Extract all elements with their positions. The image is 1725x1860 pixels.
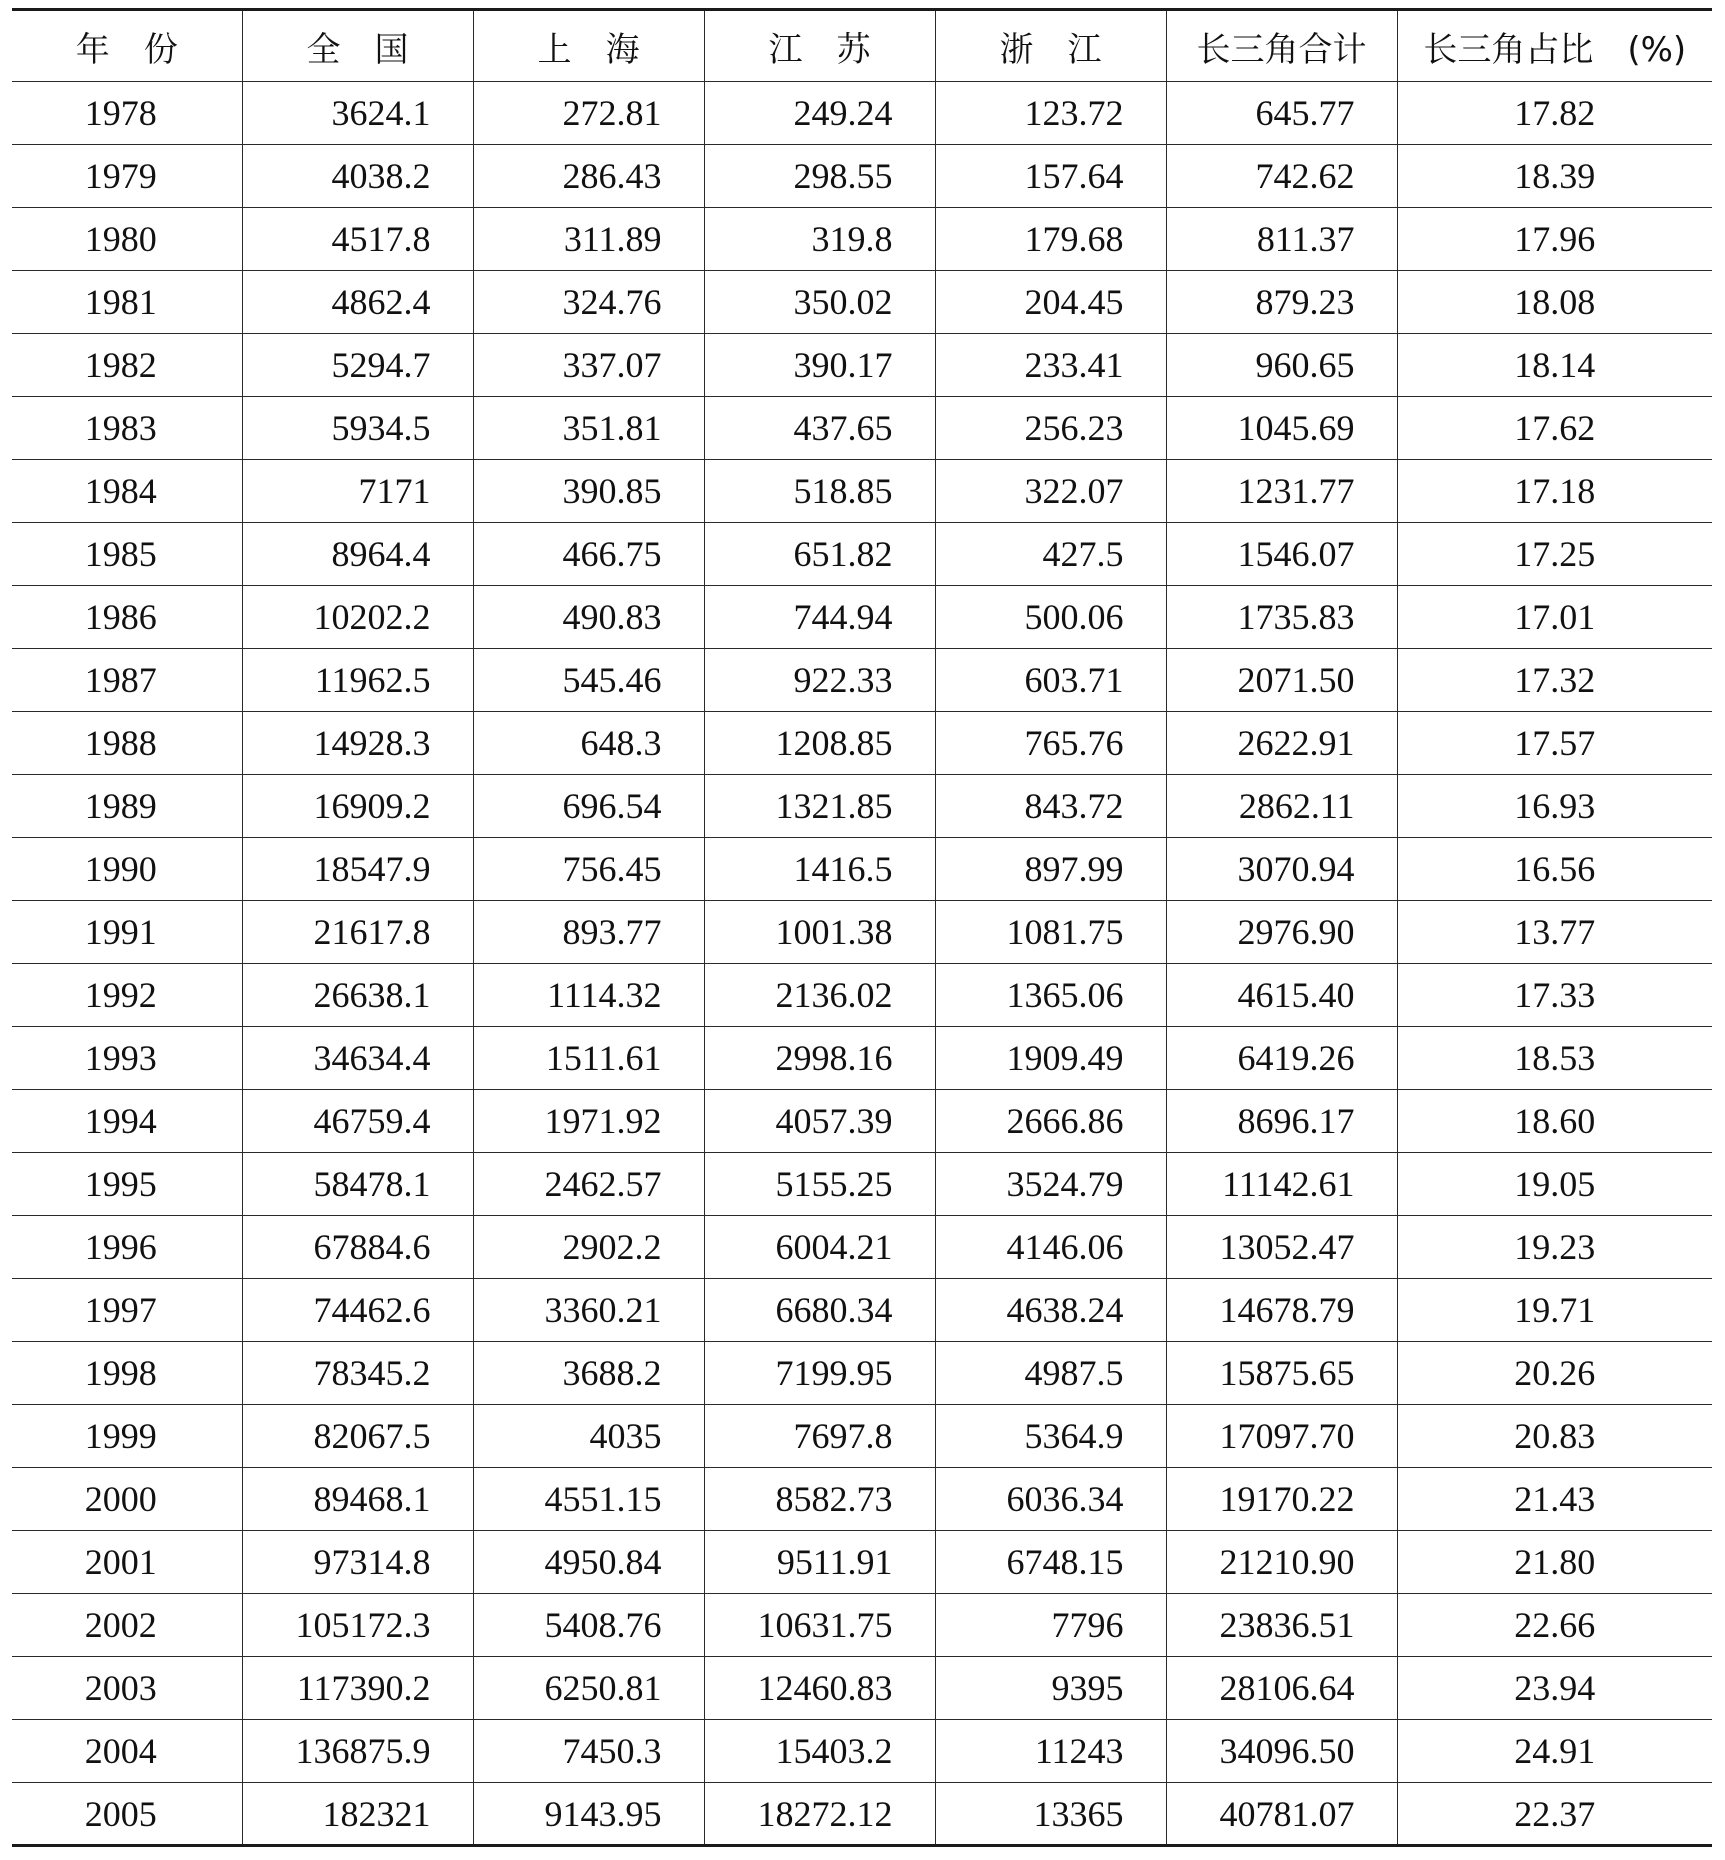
yrd-total-cell: 879.23 [1166, 271, 1397, 334]
table-row [12, 775, 1712, 838]
jiangsu-cell: 1208.85 [704, 712, 935, 775]
yrd-total-cell: 23836.51 [1166, 1594, 1397, 1657]
zhejiang-cell: 3524.79 [935, 1153, 1166, 1216]
national-cell: 26638.1 [242, 964, 473, 1027]
jiangsu-cell: 6004.21 [704, 1216, 935, 1279]
yrd-share-cell: 16.56 [1397, 838, 1712, 901]
year-cell: 1993 [12, 1027, 242, 1090]
zhejiang-cell: 6748.15 [935, 1531, 1166, 1594]
shanghai-cell: 1971.92 [473, 1090, 704, 1153]
zhejiang-cell: 322.07 [935, 460, 1166, 523]
zhejiang-cell: 233.41 [935, 334, 1166, 397]
yrd-share-cell: 19.23 [1397, 1216, 1712, 1279]
yrd-total-cell: 1045.69 [1166, 397, 1397, 460]
table-row [12, 838, 1712, 901]
shanghai-cell: 1511.61 [473, 1027, 704, 1090]
shanghai-cell: 3360.21 [473, 1279, 704, 1342]
zhejiang-cell: 7796 [935, 1594, 1166, 1657]
table-row [12, 1594, 1712, 1657]
table-row [12, 901, 1712, 964]
table-row [12, 208, 1712, 271]
jiangsu-cell: 744.94 [704, 586, 935, 649]
jiangsu-cell: 390.17 [704, 334, 935, 397]
shanghai-cell: 7450.3 [473, 1720, 704, 1783]
header-row [12, 10, 1712, 82]
yrd-total-cell: 13052.47 [1166, 1216, 1397, 1279]
jiangsu-cell: 15403.2 [704, 1720, 935, 1783]
zhejiang-cell: 500.06 [935, 586, 1166, 649]
header-year: 年 份 [75, 29, 178, 70]
yrd-share-cell: 18.14 [1397, 334, 1712, 397]
jiangsu-cell: 437.65 [704, 397, 935, 460]
shanghai-cell: 286.43 [473, 145, 704, 208]
shanghai-cell: 4551.15 [473, 1468, 704, 1531]
zhejiang-cell: 9395 [935, 1657, 1166, 1720]
zhejiang-cell: 4987.5 [935, 1342, 1166, 1405]
year-cell: 1987 [12, 649, 242, 712]
header-national: 全 国 [242, 10, 473, 82]
shanghai-cell: 351.81 [473, 397, 704, 460]
national-cell: 10202.2 [242, 586, 473, 649]
year-cell: 1992 [12, 964, 242, 1027]
shanghai-cell: 648.3 [473, 712, 704, 775]
yrd-total-cell: 2622.91 [1166, 712, 1397, 775]
shanghai-cell: 6250.81 [473, 1657, 704, 1720]
year-cell: 1991 [12, 901, 242, 964]
jiangsu-cell: 298.55 [704, 145, 935, 208]
national-cell: 58478.1 [242, 1153, 473, 1216]
yrd-share-cell: 20.26 [1397, 1342, 1712, 1405]
year-cell: 1978 [12, 82, 242, 145]
yrd-total-cell: 2976.90 [1166, 901, 1397, 964]
zhejiang-cell: 13365 [935, 1783, 1166, 1846]
header-yrd-total: 长三角合计 [1166, 10, 1397, 82]
table-row [12, 586, 1712, 649]
yrd-total-cell: 15875.65 [1166, 1342, 1397, 1405]
jiangsu-cell: 4057.39 [704, 1090, 935, 1153]
year-cell: 1988 [12, 712, 242, 775]
table-row [12, 1279, 1712, 1342]
yrd-share-cell: 17.62 [1397, 397, 1712, 460]
jiangsu-cell: 249.24 [704, 82, 935, 145]
zhejiang-cell: 6036.34 [935, 1468, 1166, 1531]
table-row [12, 523, 1712, 586]
shanghai-cell: 2462.57 [473, 1153, 704, 1216]
table-row [12, 1405, 1712, 1468]
yrd-share-cell: 19.71 [1397, 1279, 1712, 1342]
shanghai-cell: 390.85 [473, 460, 704, 523]
yrd-share-cell: 17.33 [1397, 964, 1712, 1027]
year-cell: 1985 [12, 523, 242, 586]
yrd-total-cell: 34096.50 [1166, 1720, 1397, 1783]
jiangsu-cell: 6680.34 [704, 1279, 935, 1342]
year-cell: 2002 [12, 1594, 242, 1657]
year-cell: 1990 [12, 838, 242, 901]
jiangsu-cell: 350.02 [704, 271, 935, 334]
shanghai-cell: 2902.2 [473, 1216, 704, 1279]
yrd-share-cell: 17.82 [1397, 82, 1712, 145]
jiangsu-cell: 2998.16 [704, 1027, 935, 1090]
national-cell: 5934.5 [242, 397, 473, 460]
yrd-share-cell: 22.66 [1397, 1594, 1712, 1657]
national-cell: 136875.9 [242, 1720, 473, 1783]
shanghai-cell: 696.54 [473, 775, 704, 838]
table-row [12, 145, 1712, 208]
jiangsu-cell: 1321.85 [704, 775, 935, 838]
shanghai-cell: 324.76 [473, 271, 704, 334]
yrd-share-cell: 17.01 [1397, 586, 1712, 649]
year-cell: 1995 [12, 1153, 242, 1216]
shanghai-cell: 466.75 [473, 523, 704, 586]
table-row [12, 397, 1712, 460]
national-cell: 105172.3 [242, 1594, 473, 1657]
year-cell: 1996 [12, 1216, 242, 1279]
shanghai-cell: 1114.32 [473, 964, 704, 1027]
national-cell: 67884.6 [242, 1216, 473, 1279]
table-row [12, 712, 1712, 775]
yrd-share-cell: 21.80 [1397, 1531, 1712, 1594]
year-cell: 1998 [12, 1342, 242, 1405]
national-cell: 8964.4 [242, 523, 473, 586]
yrd-share-cell: 17.32 [1397, 649, 1712, 712]
shanghai-cell: 5408.76 [473, 1594, 704, 1657]
jiangsu-cell: 8582.73 [704, 1468, 935, 1531]
jiangsu-cell: 7697.8 [704, 1405, 935, 1468]
year-cell: 2001 [12, 1531, 242, 1594]
national-cell: 7171 [242, 460, 473, 523]
table-row [12, 1216, 1712, 1279]
yrd-share-cell: 13.77 [1397, 901, 1712, 964]
jiangsu-cell: 319.8 [704, 208, 935, 271]
yrd-share-cell: 18.53 [1397, 1027, 1712, 1090]
national-cell: 34634.4 [242, 1027, 473, 1090]
table-body [12, 82, 1712, 1846]
yrd-share-cell: 18.60 [1397, 1090, 1712, 1153]
jiangsu-cell: 651.82 [704, 523, 935, 586]
year-cell: 1999 [12, 1405, 242, 1468]
zhejiang-cell: 2666.86 [935, 1090, 1166, 1153]
year-cell: 1986 [12, 586, 242, 649]
yrd-total-cell: 6419.26 [1166, 1027, 1397, 1090]
data-table-container [12, 8, 1712, 1847]
yrd-total-cell: 1735.83 [1166, 586, 1397, 649]
yrd-total-cell: 11142.61 [1166, 1153, 1397, 1216]
shanghai-cell: 545.46 [473, 649, 704, 712]
zhejiang-cell: 843.72 [935, 775, 1166, 838]
yrd-total-cell: 811.37 [1166, 208, 1397, 271]
national-cell: 46759.4 [242, 1090, 473, 1153]
zhejiang-cell: 1909.49 [935, 1027, 1166, 1090]
shanghai-cell: 9143.95 [473, 1783, 704, 1846]
zhejiang-cell: 157.64 [935, 145, 1166, 208]
national-cell: 11962.5 [242, 649, 473, 712]
jiangsu-cell: 1416.5 [704, 838, 935, 901]
yrd-share-cell: 20.83 [1397, 1405, 1712, 1468]
yrd-share-cell: 22.37 [1397, 1783, 1712, 1846]
yrd-total-cell: 1546.07 [1166, 523, 1397, 586]
year-cell: 1979 [12, 145, 242, 208]
yrd-total-cell: 3070.94 [1166, 838, 1397, 901]
shanghai-cell: 3688.2 [473, 1342, 704, 1405]
year-cell: 2000 [12, 1468, 242, 1531]
table-header [12, 10, 1712, 82]
year-cell: 1980 [12, 208, 242, 271]
jiangsu-cell: 10631.75 [704, 1594, 935, 1657]
header-zhejiang: 浙 江 [935, 10, 1166, 82]
year-cell: 2005 [12, 1783, 242, 1846]
zhejiang-cell: 897.99 [935, 838, 1166, 901]
yrd-total-cell: 21210.90 [1166, 1531, 1397, 1594]
year-cell: 2003 [12, 1657, 242, 1720]
jiangsu-cell: 18272.12 [704, 1783, 935, 1846]
table-row [12, 460, 1712, 523]
zhejiang-cell: 5364.9 [935, 1405, 1166, 1468]
national-cell: 74462.6 [242, 1279, 473, 1342]
header-yrd-share: 长三角占比 (%) [1397, 10, 1712, 82]
table-row [12, 1531, 1712, 1594]
zhejiang-cell: 427.5 [935, 523, 1166, 586]
data-table [12, 8, 1712, 1847]
table-row [12, 964, 1712, 1027]
national-cell: 89468.1 [242, 1468, 473, 1531]
yrd-share-cell: 17.57 [1397, 712, 1712, 775]
jiangsu-cell: 9511.91 [704, 1531, 935, 1594]
table-row [12, 1468, 1712, 1531]
yrd-share-cell: 18.08 [1397, 271, 1712, 334]
year-cell: 2004 [12, 1720, 242, 1783]
table-row [12, 334, 1712, 397]
yrd-share-cell: 19.05 [1397, 1153, 1712, 1216]
zhejiang-cell: 4146.06 [935, 1216, 1166, 1279]
national-cell: 4862.4 [242, 271, 473, 334]
table-row [12, 649, 1712, 712]
zhejiang-cell: 4638.24 [935, 1279, 1166, 1342]
jiangsu-cell: 1001.38 [704, 901, 935, 964]
year-cell: 1982 [12, 334, 242, 397]
year-cell: 1984 [12, 460, 242, 523]
shanghai-cell: 272.81 [473, 82, 704, 145]
national-cell: 78345.2 [242, 1342, 473, 1405]
shanghai-cell: 311.89 [473, 208, 704, 271]
zhejiang-cell: 256.23 [935, 397, 1166, 460]
yrd-share-cell: 21.43 [1397, 1468, 1712, 1531]
yrd-total-cell: 742.62 [1166, 145, 1397, 208]
shanghai-cell: 4035 [473, 1405, 704, 1468]
national-cell: 16909.2 [242, 775, 473, 838]
table-row [12, 1153, 1712, 1216]
shanghai-cell: 4950.84 [473, 1531, 704, 1594]
national-cell: 5294.7 [242, 334, 473, 397]
zhejiang-cell: 1081.75 [935, 901, 1166, 964]
table-row [12, 1027, 1712, 1090]
table-row [12, 1657, 1712, 1720]
year-cell: 1981 [12, 271, 242, 334]
yrd-total-cell: 8696.17 [1166, 1090, 1397, 1153]
national-cell: 18547.9 [242, 838, 473, 901]
zhejiang-cell: 765.76 [935, 712, 1166, 775]
table-row [12, 82, 1712, 145]
jiangsu-cell: 12460.83 [704, 1657, 935, 1720]
table-row [12, 1783, 1712, 1846]
national-cell: 182321 [242, 1783, 473, 1846]
yrd-share-cell: 16.93 [1397, 775, 1712, 838]
table-row [12, 1720, 1712, 1783]
jiangsu-cell: 5155.25 [704, 1153, 935, 1216]
yrd-share-cell: 18.39 [1397, 145, 1712, 208]
national-cell: 21617.8 [242, 901, 473, 964]
national-cell: 97314.8 [242, 1531, 473, 1594]
national-cell: 117390.2 [242, 1657, 473, 1720]
table-row [12, 271, 1712, 334]
year-cell: 1983 [12, 397, 242, 460]
jiangsu-cell: 2136.02 [704, 964, 935, 1027]
national-cell: 3624.1 [242, 82, 473, 145]
national-cell: 4517.8 [242, 208, 473, 271]
shanghai-cell: 893.77 [473, 901, 704, 964]
yrd-share-cell: 17.18 [1397, 460, 1712, 523]
yrd-total-cell: 40781.07 [1166, 1783, 1397, 1846]
national-cell: 14928.3 [242, 712, 473, 775]
table-row [12, 1342, 1712, 1405]
yrd-total-cell: 960.65 [1166, 334, 1397, 397]
jiangsu-cell: 922.33 [704, 649, 935, 712]
table-row [12, 1090, 1712, 1153]
zhejiang-cell: 11243 [935, 1720, 1166, 1783]
yrd-total-cell: 2862.11 [1166, 775, 1397, 838]
header-shanghai: 上 海 [473, 10, 704, 82]
yrd-total-cell: 4615.40 [1166, 964, 1397, 1027]
national-cell: 4038.2 [242, 145, 473, 208]
yrd-share-cell: 17.96 [1397, 208, 1712, 271]
national-cell: 82067.5 [242, 1405, 473, 1468]
zhejiang-cell: 123.72 [935, 82, 1166, 145]
zhejiang-cell: 204.45 [935, 271, 1166, 334]
yrd-total-cell: 2071.50 [1166, 649, 1397, 712]
yrd-total-cell: 1231.77 [1166, 460, 1397, 523]
year-cell: 1989 [12, 775, 242, 838]
yrd-share-cell: 24.91 [1397, 1720, 1712, 1783]
shanghai-cell: 756.45 [473, 838, 704, 901]
yrd-total-cell: 14678.79 [1166, 1279, 1397, 1342]
zhejiang-cell: 1365.06 [935, 964, 1166, 1027]
year-cell: 1997 [12, 1279, 242, 1342]
year-cell: 1994 [12, 1090, 242, 1153]
shanghai-cell: 337.07 [473, 334, 704, 397]
zhejiang-cell: 179.68 [935, 208, 1166, 271]
shanghai-cell: 490.83 [473, 586, 704, 649]
jiangsu-cell: 7199.95 [704, 1342, 935, 1405]
yrd-total-cell: 28106.64 [1166, 1657, 1397, 1720]
jiangsu-cell: 518.85 [704, 460, 935, 523]
yrd-total-cell: 645.77 [1166, 82, 1397, 145]
yrd-share-cell: 23.94 [1397, 1657, 1712, 1720]
yrd-total-cell: 17097.70 [1166, 1405, 1397, 1468]
header-jiangsu: 江 苏 [704, 10, 935, 82]
zhejiang-cell: 603.71 [935, 649, 1166, 712]
yrd-share-cell: 17.25 [1397, 523, 1712, 586]
yrd-total-cell: 19170.22 [1166, 1468, 1397, 1531]
